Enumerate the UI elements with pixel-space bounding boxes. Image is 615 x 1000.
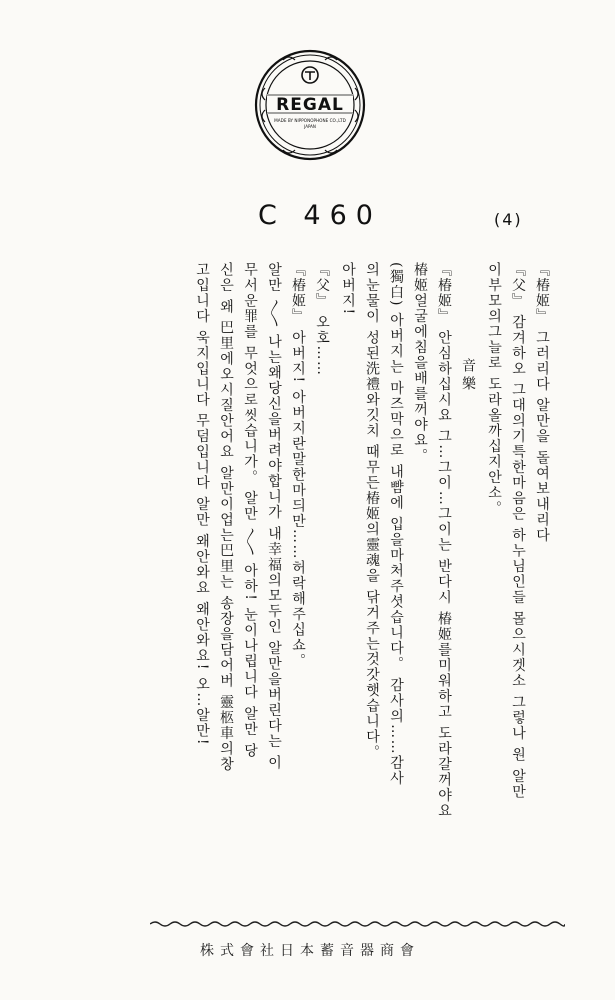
lyric-column: (獨白) 아버지는 마즈막으로 내뺨에 입을마처주셧습니다。 감사의……감사: [388, 262, 404, 787]
lyric-column: 『椿姬』 아버지! 아버지란말한마듸만……허락해주십쇼。: [290, 262, 306, 669]
lyric-column: 아버지!: [340, 262, 356, 316]
logo-subtext: MADE BY NIPPONOPHONE CO.,LTD: [274, 118, 346, 123]
wavy-divider: [150, 920, 565, 928]
lyric-column: 『椿姬』 그러리다 알만을 돌여보내리다: [534, 262, 550, 544]
page-number: (4): [494, 210, 523, 229]
regal-logo: [253, 48, 367, 162]
vertical-lyrics-block: [160, 262, 560, 902]
logo-brand-text: REGAL: [276, 95, 344, 115]
lyric-column: 이부모의그늘로 도라올까십지안소。: [486, 262, 502, 516]
lyric-column: 의눈물이 성된洗禮와깃치 때무든椿姬의靈魂을 닦거주는것갓햇습니다。: [364, 262, 380, 761]
lyric-column: 신은 왜 巴里에오시질안어요 알만이업는巴里는 송장을담어버 靈柩車의창: [218, 262, 234, 773]
lyric-column: 무서운罪를 무엇으로씻습니가。 알만 〳〵 아하! 눈이나립니다 알만 당: [242, 262, 258, 759]
catalog-number: C 460: [258, 200, 382, 231]
logo-subtext-2: JAPAN: [304, 124, 316, 129]
lyric-column-music-cue: 音樂: [460, 358, 476, 394]
lyric-column: 『父』 감겨하오 그대의기특한마음은 하누님인들 몰으시겟소 그렇나 원 알만: [510, 262, 526, 800]
lyric-column: 알만 〳〵 나는왜당신을버려야합니가 내幸福의모두인 알만을버린다는 이: [266, 262, 282, 771]
lyric-column: 『椿姬』 안심하십시요 그…그이…그이는 반다시 椿姬를미워하고 도라갈꺼야요: [436, 262, 452, 819]
lyric-column: 『父』 오호……: [314, 262, 330, 377]
lyric-column: 고입니다 욱지입니다 무덤입니다 알만 왜안와요 왜안와요! 오…알만!: [194, 262, 210, 746]
lyric-column: 椿姬얼굴에침을배를꺼야요。: [412, 262, 428, 464]
regal-label-emblem: [253, 48, 367, 162]
publisher-footer: 株式會社日本蓄音器商會: [200, 943, 420, 959]
